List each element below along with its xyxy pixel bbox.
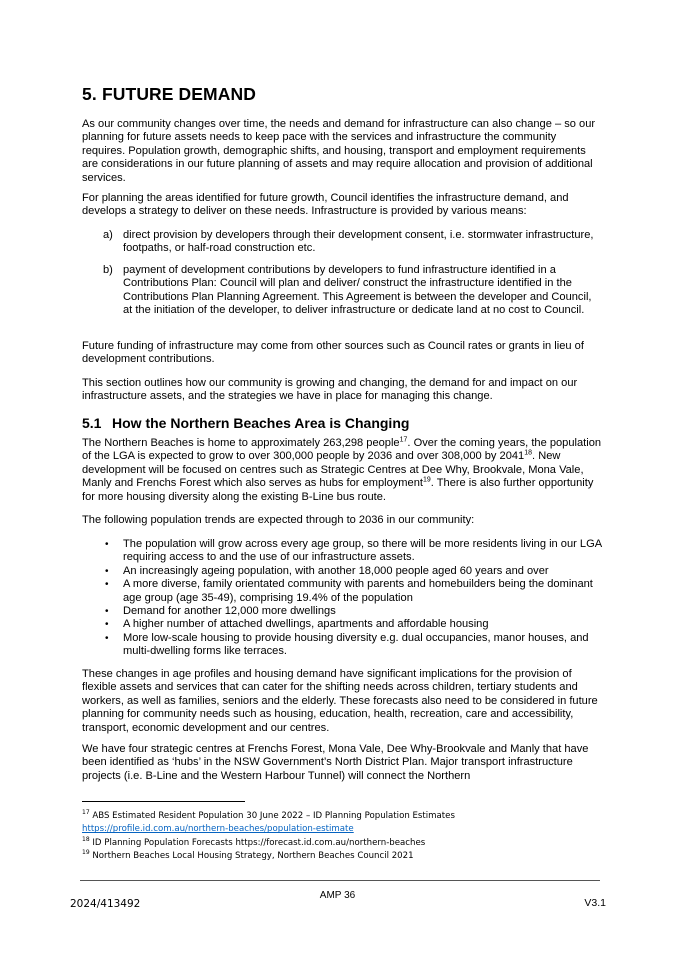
funding-paragraph: Future funding of infrastructure may come from other sources such as Council rates or grants in lieu of development contributions. — [82, 340, 584, 366]
footnote-text: Northern Beaches Local Housing Strategy, Northern Beaches Council 2021 — [92, 851, 414, 862]
bullet-icon: • — [105, 539, 109, 550]
trend-text: A higher number of attached dwellings, apartments and affordable housing — [123, 618, 489, 631]
bullet-icon: • — [105, 579, 109, 591]
subsection-heading — [82, 415, 409, 431]
footnote-number: 19 — [82, 849, 90, 857]
footnote-text: ID Planning Population Forecasts https://forecast.id.com.au/northern-beaches — [92, 837, 426, 848]
trend-text: Demand for another 12,000 more dwellings — [123, 605, 336, 618]
intro-paragraph-2: For planning the areas identified for future growth, Council identifies the infrastructure demand, and develops a strategy to deliver on these needs. Infrastructure is provided by various means: — [82, 192, 569, 218]
trend-item — [82, 605, 602, 618]
bullet-icon: • — [105, 606, 109, 618]
implications-paragraph: These changes in age profiles and housing demand have significant implications for the provision of flexible assets and services that can cater for the shifting needs across children, tertiary students and workers, as well as families, seniors and the elderly. These forecasts also need to be considered in future planning for community needs such as housing, education, health, recreation, care and accessibility, transport, economic development and our centres. — [82, 668, 598, 734]
trends-intro: The following population trends are expected through to 2036 in our community: — [82, 514, 475, 526]
text-run: . There is also further opportunity for more housing diversity along the existing B-Line bus route. — [82, 477, 594, 503]
trend-item — [82, 618, 602, 631]
footer-divider — [80, 880, 600, 881]
footnote-ref-19[interactable]: 19 — [422, 476, 431, 484]
footnote-link[interactable]: https://profile.id.com.au/northern-beaches/population-estimate — [82, 824, 354, 835]
bullet-icon: • — [105, 632, 109, 644]
footnote-18 — [82, 837, 602, 850]
text-run: . Over the coming years, the population of the LGA is expected to grow to over 300,000 people by 2036 and over 308,000 by 2041 — [82, 437, 602, 463]
trend-item — [82, 538, 602, 565]
footnote-text: ABS Estimated Resident Population 30 June 2022 – ID Planning Population Estimates — [92, 811, 455, 821]
trends-list — [82, 538, 602, 659]
trend-text: An increasingly ageing population, with another 18,000 people aged 60 years and over — [123, 564, 549, 577]
footnote-ref-18[interactable]: 18 — [524, 449, 533, 457]
strategic-centres-paragraph: We have four strategic centres at Frenchs Forest, Mona Vale, Dee Why-Brookvale and Manly that have been identified as ‘hubs’ in the NSW Government’s North District Plan. Major transport infrastructure projects (i.e. B-Line and the Western Harbour Tunnel) will connect the Northern — [82, 743, 589, 782]
footnote-ref-17[interactable]: 17 — [399, 436, 408, 444]
text-run: . New development will be focused on centres such as Strategic Centres at Dee Why, Brookvale, Mona Vale, Manly and Frenchs Forest which also serves as hubs for employment — [82, 450, 584, 490]
footer-version: V3.1 — [584, 897, 606, 909]
list-marker: b) — [103, 263, 113, 276]
subsection-number: 5.1 — [82, 415, 102, 431]
footnote-19 — [82, 850, 602, 863]
footnotes — [82, 810, 602, 864]
text-run: The Northern Beaches is home to approximately 263,298 people — [82, 437, 400, 449]
trend-text: More low-scale housing to provide housing diversity e.g. dual occupancies, manor houses, and multi-dwelling forms like terraces. — [123, 631, 589, 658]
bullet-icon: • — [105, 619, 109, 631]
footnote-number: 17 — [82, 809, 90, 817]
bullet-icon: • — [105, 565, 109, 577]
footnote-number: 18 — [82, 835, 90, 843]
list-item-text: direct provision by developers through their development consent, i.e. stormwater infrastructure, footpaths, or half-road construction etc. — [123, 229, 594, 255]
section-number: 5. — [82, 84, 97, 104]
trend-item — [82, 578, 602, 605]
list-marker: a) — [103, 229, 113, 241]
footnote-17 — [82, 810, 602, 823]
list-item-text: payment of development contributions by developers to fund infrastructure identified in a Contributions Plan: Council will plan and deliver/ construct the infrastructure identified in the Contributions Plan Planning Agreement. This Agreement is between the developer and Council, at the initiation of the developer, to deliver infrastructure or dedicate land at no cost to Council. — [123, 263, 592, 317]
population-paragraph — [82, 437, 602, 504]
means-list-item — [82, 229, 602, 256]
trend-text: A more diverse, family orientated community with parents and homebuilders being the dominant age group (age 35-49), comprising 19.4% of the population — [123, 578, 593, 604]
means-list-item — [82, 264, 602, 318]
subsection-title: How the Northern Beaches Area is Changing — [112, 415, 410, 431]
section-outline-paragraph: This section outlines how our community is growing and changing, the demand for and impact on our infrastructure assets, and the strategies we have in place for managing this change. — [82, 377, 578, 403]
trend-text: The population will grow across every age group, so there will be more residents living in our LGA requiring access to and the use of our infrastructure assets. — [123, 538, 602, 564]
footer-doc-id: 2024/413492 — [70, 898, 141, 910]
trend-item — [82, 565, 602, 578]
section-title: FUTURE DEMAND — [102, 84, 256, 104]
intro-paragraph-1: As our community changes over time, the needs and demand for infrastructure can also change – so our planning for future assets needs to keep pace with the services and infrastructure the community requires. Population growth, demographic shifts, and housing, transport and employment requirements are considerations in our future planning of assets and may require allocation and provision of additional services. — [82, 118, 596, 184]
footer-page-number: AMP 36 — [319, 890, 356, 901]
section-heading — [82, 84, 256, 105]
footnote-separator — [82, 801, 245, 802]
footnote-17-link-row — [82, 823, 602, 836]
trend-item — [82, 632, 602, 659]
means-list — [82, 229, 602, 325]
